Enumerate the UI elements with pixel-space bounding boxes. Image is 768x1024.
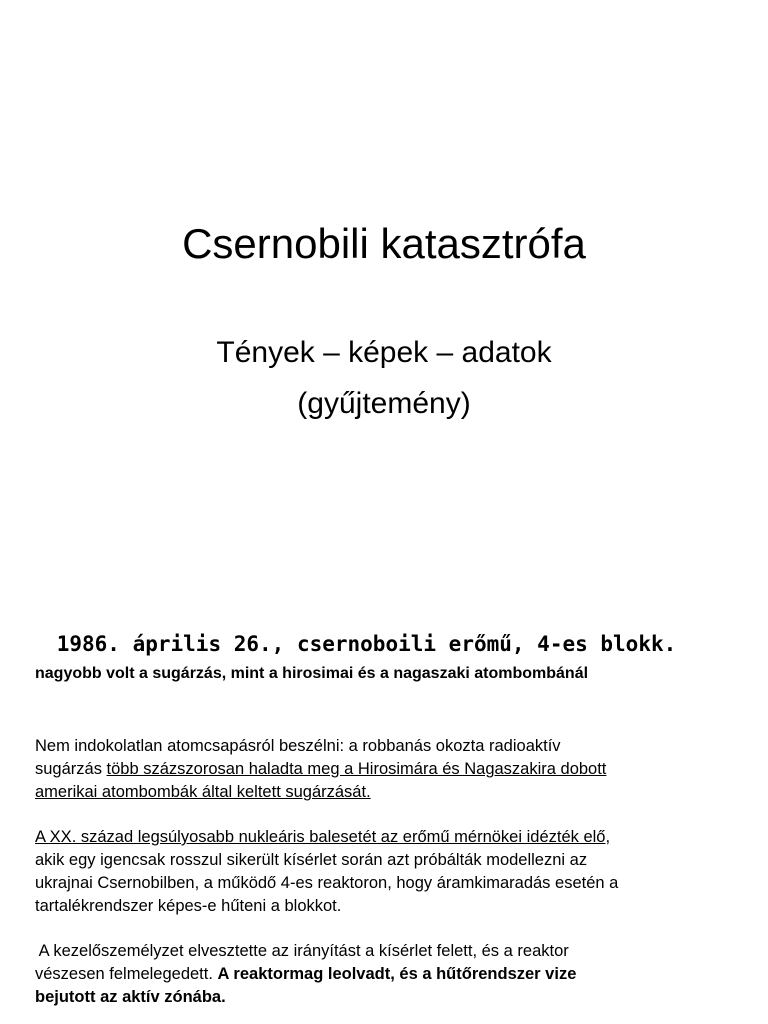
paragraph-1-line-2-underlined: több százszorosan haladta meg a Hirosimára és Nagaszakira dobott: [106, 760, 607, 778]
paragraph-3-line-2-plain: vészesen felmelegedett.: [35, 965, 218, 983]
subtitle-line-2: (gyűjtemény): [297, 387, 471, 420]
date-heading: 1986. április 26., csernoboili erőmű, 4-es blokk.: [56, 632, 677, 656]
subtitle-line-1: Tények – képek – adatok: [216, 336, 552, 369]
paragraph-1-line-2: [35, 758, 735, 781]
paragraph-3-line-3: bejutott az aktív zónába.: [35, 988, 226, 1006]
paragraph-2: [35, 826, 735, 918]
paragraph-3: [35, 940, 735, 1009]
paragraph-2-line-4: tartalékrendszer képes-e hűteni a blokkot.: [35, 897, 342, 915]
paragraph-2-line-2: akik egy igencsak rosszul sikerült kísérlet során azt próbálták modellezni az: [35, 851, 588, 869]
paragraph-1-line-2-plain: sugárzás: [35, 760, 107, 778]
paragraph-1: [35, 735, 735, 804]
paragraph-3-line-1: A kezelőszemélyzet elvesztette az irányítást a kísérlet felett, és a reaktor: [35, 942, 569, 960]
paragraph-2-line-1: A XX. század legsúlyosabb nukleáris balesetét az erőmű mérnökei idézték elő,: [35, 828, 611, 846]
paragraph-1-line-3: amerikai atombombák által keltett sugárzását.: [35, 783, 371, 801]
date-subheading: nagyobb volt a sugárzás, mint a hirosimai és a nagaszaki atombombánál: [35, 665, 589, 682]
paragraph-2-line-3: ukrajnai Csernobilben, a működő 4-es reaktoron, hogy áramkimaradás esetén a: [35, 874, 619, 892]
paragraph-3-line-2: [35, 963, 735, 986]
paragraph-1-line-1: Nem indokolatlan atomcsapásról beszélni: a robbanás okozta radioaktív: [35, 737, 561, 755]
page-title: Csernobili katasztrófa: [182, 220, 586, 267]
paragraph-3-line-2-bold: A reaktormag leolvadt, és a hűtőrendszer vize: [217, 965, 577, 983]
